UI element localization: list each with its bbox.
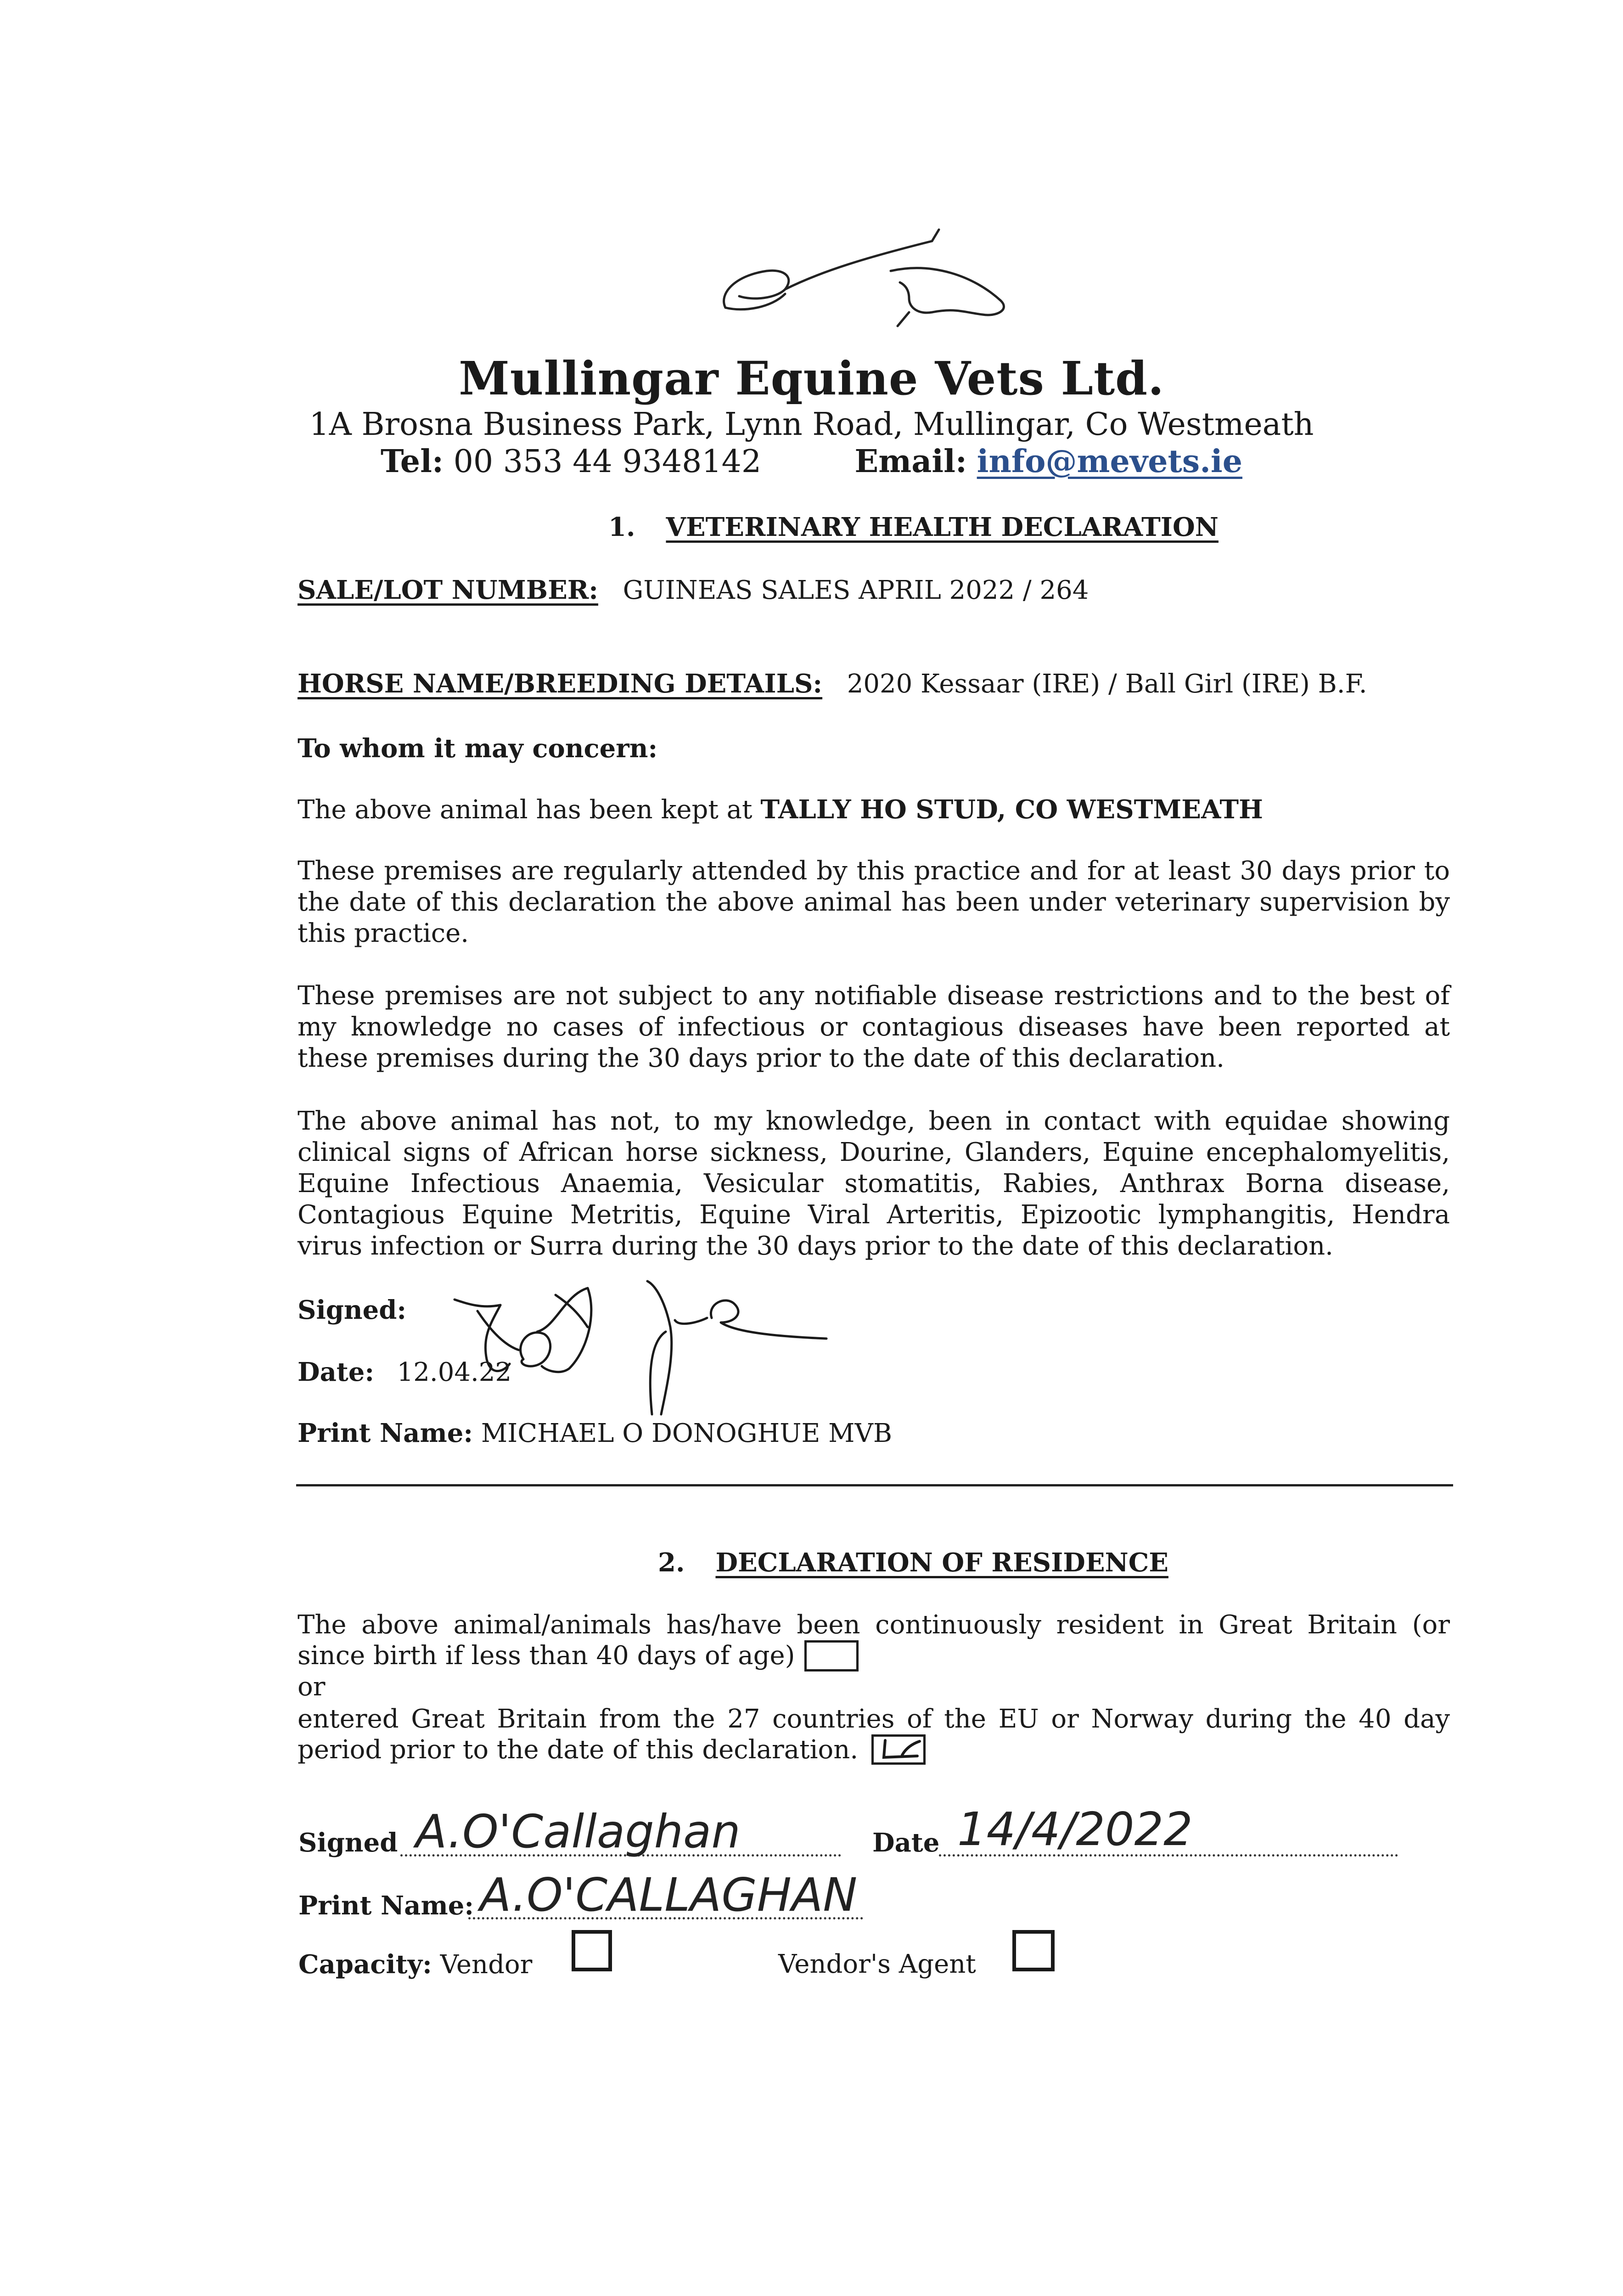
vet-date-value: 12.04.22 [397,1357,512,1387]
sale-lot-value: GUINEAS SALES APRIL 2022 / 264 [623,575,1089,605]
section1-title: VETERINARY HEALTH DECLARATION [666,512,1219,542]
email-link[interactable]: info@mevets.ie [977,443,1242,480]
resident-gb-checkbox[interactable] [804,1640,859,1671]
disease-restriction-paragraph: These premises are not subject to any notifiable disease restrictions and to the best of my knowledge no cases of infectious or contagious diseases have been reported at these premises during the 30 days prior to the date of this declaration. [298,981,1450,1073]
residence-option2-line1: entered Great Britain from the 27 countries of the EU or Norway during the 40 day [298,1704,1450,1734]
section-divider [296,1484,1453,1486]
kept-at-line [298,794,1263,825]
horse-details-line [298,669,1367,699]
tick-mark-icon [874,1737,923,1762]
residence-option2-line2: period prior to the date of this declaration. [298,1735,859,1765]
greeting: To whom it may concern: [298,733,658,764]
vendor-print-name-value: A.O'CALLAGHAN [480,1868,858,1922]
section2-title: DECLARATION OF RESIDENCE [715,1548,1168,1578]
horse-details-label: HORSE NAME/BREEDING DETAILS: [298,669,823,699]
sale-lot-line [298,575,1089,605]
capacity-label: Capacity: [298,1949,432,1980]
section2-heading [658,1548,1168,1578]
vet-signature [450,1277,845,1424]
company-logo [716,220,1019,331]
vet-print-name-value: MICHAEL O DONOGHUE MVB [481,1418,893,1448]
section1-number: 1. [608,512,635,542]
vendor-agent-checkbox[interactable] [1012,1930,1055,1971]
entered-gb-checkbox[interactable] [871,1734,926,1765]
company-address: 1A Brosna Business Park, Lynn Road, Mullingar, Co Westmeath [309,406,1314,443]
sale-lot-label: SALE/LOT NUMBER: [298,575,598,605]
kept-at-prefix: The above animal has been kept at [298,795,753,825]
vet-date-label: Date: [298,1357,375,1387]
or-text: or [298,1672,326,1702]
contact-line [0,443,1623,480]
vet-print-name-label: Print Name: [298,1418,473,1448]
residence-option1-line2: since birth if less than 40 days of age) [298,1641,795,1671]
vendor-checkbox[interactable] [572,1930,612,1971]
vendor-date-value: 14/4/2022 [957,1802,1193,1856]
capacity-agent-label: Vendor's Agent [778,1949,976,1979]
horse-details-value: 2020 Kessaar (IRE) / Ball Girl (IRE) B.F. [847,669,1367,699]
vendor-print-name-label: Print Name: [298,1891,474,1921]
kept-at-place: TALLY HO STUD, CO WESTMEATH [760,794,1263,825]
vet-signed-label: Signed: [298,1295,407,1325]
tel-label: Tel: [381,443,444,480]
contact-paragraph: The above animal has not, to my knowledge, been in contact with equidae showing clinical signs of African horse sickness, Dourine, Glanders, Equine encephalomyelitis, Equine Infectious Anaemia, Vesicular stomatitis, Rabies, Anthrax Borna disease, Contagious Equine Metritis, Equine Viral Arteritis, Epizootic lymphangitis, Hendra virus infection or Surra during the 30 days prior to the date of this declaration. [298,1106,1450,1261]
capacity-vendor-label: Vendor [440,1950,533,1980]
company-name: Mullingar Equine Vets Ltd. [459,351,1164,405]
vendor-date-label: Date [872,1828,940,1858]
residence-option1-line1: The above animal/animals has/have been continuously resident in Great Britain (or [298,1610,1450,1640]
vendor-signature: A.O'Callaghan [416,1805,741,1858]
tel-value: 00 353 44 9348142 [453,444,762,480]
vendor-signed-label: Signed [298,1828,398,1858]
supervision-paragraph: These premises are regularly attended by this practice and for at least 30 days prior to the date of this declaration the above animal has been under veterinary supervision by this practice. [298,856,1450,948]
capacity-line [298,1949,532,1980]
email-label: Email: [854,443,967,480]
section2-number: 2. [658,1548,685,1578]
section1-heading [608,512,1219,542]
